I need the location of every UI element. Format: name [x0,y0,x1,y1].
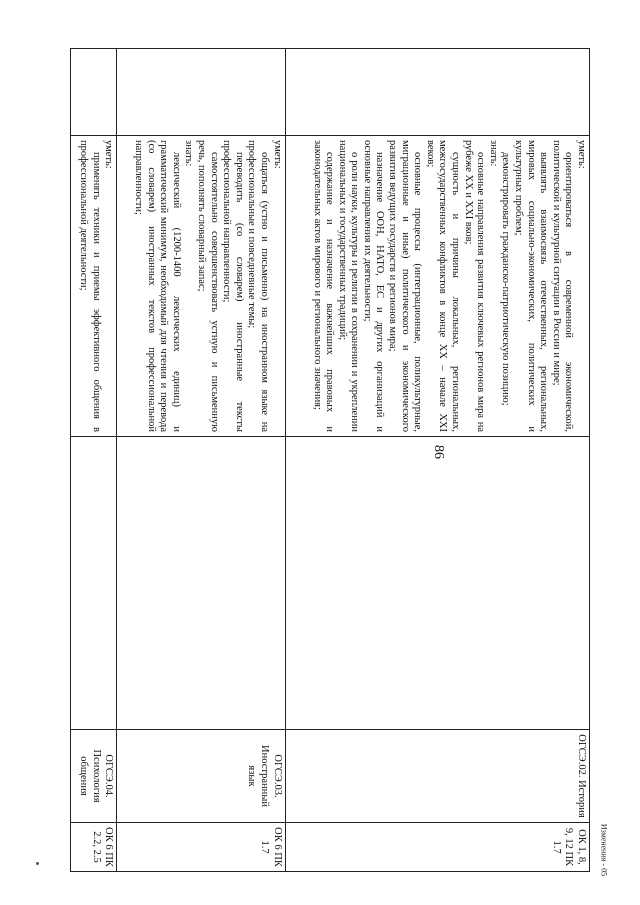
requirements-cell [71,136,117,437]
requirement-line: переводить (со словарем) иностранные тексты профессиональной направленности; [221,140,245,432]
requirement-line: уметь: [576,140,587,169]
discipline-cell: ОГСЭ.04. Психология общения [71,730,117,823]
empty-cell [117,49,285,136]
requirement-line: содержание и назначение важнейших правовых и законодательных актов мирового и регионального значения; [311,140,336,432]
blank-cell [71,437,117,730]
table-row [71,49,117,872]
requirement-line: выявлять взаимосвязь отечественных, региональных, мировых социально-экономических, политических и культурных проблем; [513,140,550,432]
requirements-cell [117,136,285,437]
requirement-line: самостоятельно совершенствовать устную и письменную речь, пополнять словарный запас; [196,140,220,432]
footer-revision-note: Изменения - 05 [599,823,609,877]
scan-artifact-dot [36,862,39,865]
curriculum-table-rotated [70,48,590,867]
empty-cell [71,49,117,136]
requirement-line: знать: [487,140,499,167]
competencies-cell: ОК 6 ПК 1.7 [117,823,285,872]
discipline-cell: ОГСЭ.02. История [285,730,589,823]
requirement-line: назначение ООН, НАТО, ЕС и других организаций и основные направления их деятельности; [361,140,386,432]
table-row [285,49,589,872]
requirement-line: уметь: [271,140,283,169]
table-row [117,49,285,872]
requirement-line: ориентироваться в современной экономической, политической и культурной ситуации в России и мире; [550,140,575,432]
requirement-line: общаться (устно и письменно) на иностранном языке на профессиональные и повседневные темы; [246,140,271,432]
requirement-line: применять техники и приемы эффективного общения в профессиональной деятельности; [77,140,102,432]
competencies-cell: ОК 6 ПК 2.2, 2.5 [71,823,117,872]
requirement-line: уметь: [103,140,115,169]
requirement-line: демонстрировать гражданско-патриотическую позицию; [500,152,512,406]
requirement-line: лексический (1200-1400 лексических единиц) и грамматический минимум, необходимый для чтения и перевода (со словарем) иностранных текстов профессиональной направленности; [133,140,182,432]
requirement-line: основные направления развития ключевых регионов мира на рубеже XX и XXI вков; [462,140,487,432]
page-number: 86 [431,445,446,459]
competencies-cell: ОК 1, 8, 9, 12 ПК 1.7 [285,823,589,872]
curriculum-table [70,48,590,872]
requirement-line: сущность и причины локальных, региональных, межгосударственных конфликтов в конце XX – начале XXI веков; [424,140,462,432]
empty-cell [285,49,589,136]
requirements-cell [285,136,589,437]
requirement-line: основные процессы (интеграционные, поликультурные, миграционные и иные) политического и экономического развития ведущих государств и регионов мира; [387,140,424,432]
blank-cell [285,437,589,730]
requirement-line: о роли науки, культуры и религии в сохранении и укреплении национальных и государственных традиций; [336,140,361,432]
discipline-cell: ОГСЭ.03. Иностранный язык [117,730,285,823]
requirement-line: знать: [183,140,195,167]
blank-cell [117,437,285,730]
